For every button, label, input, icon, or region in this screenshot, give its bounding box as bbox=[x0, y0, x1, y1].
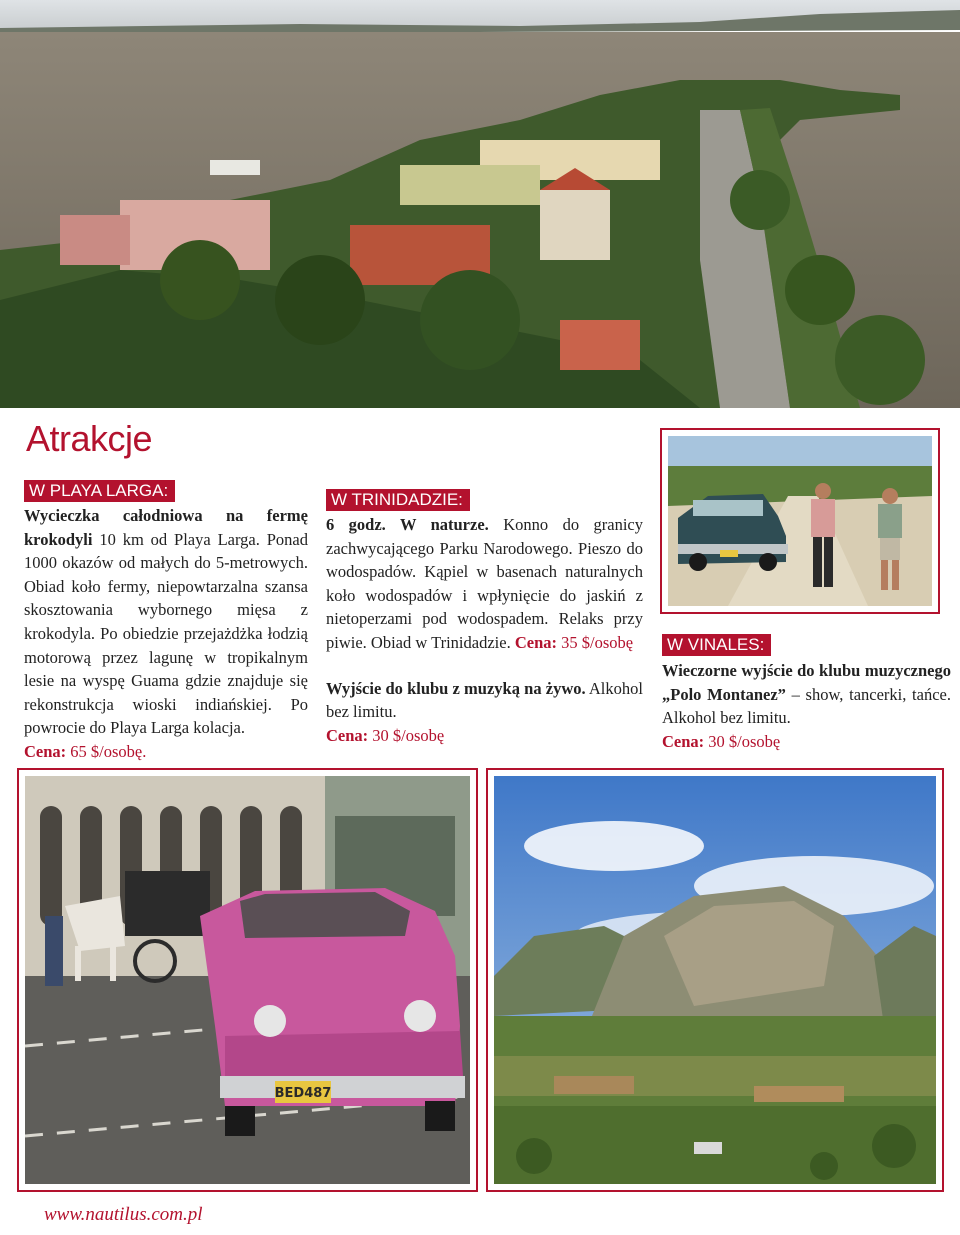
section-label-trinidad: W TRINIDADZIE: bbox=[326, 489, 470, 511]
playa-larga-body: 10 km od Playa Larga. Ponad 1000 okazów od małych do 5-metrowych. Obiad koło fermy, niepowtarzalna szansa skosztowania wybornego mięsa z krokodyla. Po obiedzie przejażdżka łodzią motorową przez lagunę w tropikalnym lesie na wyspę Guama gdzie znajduje się rekonstrukcja wioski indiańskiej. Po powrocie do Playa Larga kolacja. bbox=[24, 529, 308, 738]
car-plate: BED487 bbox=[274, 1086, 332, 1101]
trinidad-price-2 bbox=[326, 724, 643, 748]
section-label-playa-larga: W PLAYA LARGA: bbox=[24, 480, 175, 502]
trinidad-body: Konno do granicy zachwycającego Parku Narodowego. Pieszo do wodospadów. Kąpiel w basenach naturalnych koło wodospadów i wpłynięcie do jaskiń z nietoperzami pod wodospadem. Relaks przy piwie. Obiad w Trinidadzie. bbox=[326, 515, 643, 652]
trinidad-paragraph-2 bbox=[326, 677, 643, 724]
section-label-vinales: W VINALES: bbox=[662, 634, 771, 656]
playa-larga-paragraph bbox=[24, 504, 308, 740]
price-label: Cena: bbox=[24, 741, 67, 761]
vinales-body: – show, tancerki, tańce. Alkohol bez limitu. bbox=[662, 684, 951, 728]
photo-frame-havana-car bbox=[17, 768, 478, 1192]
vinales-price bbox=[662, 730, 951, 754]
footer-url-link[interactable]: www.nautilus.com.pl bbox=[44, 1204, 203, 1225]
vinales-intro: Wieczorne wyjście do klubu muzycznego „Polo Montanez” bbox=[662, 661, 951, 704]
price-label: Cena: bbox=[514, 632, 557, 652]
photo-frame-men-car bbox=[660, 428, 940, 614]
trinidad-intro-2: Wyjście do klubu z muzyką na żywo. bbox=[326, 678, 586, 698]
price-value: 30 $/osobę bbox=[372, 725, 445, 745]
trinidad-intro: 6 godz. W naturze. bbox=[326, 515, 489, 534]
price-label: Cena: bbox=[326, 725, 369, 745]
trinidad-body-2: Alkohol bez limitu. bbox=[326, 678, 643, 722]
vinales-paragraph bbox=[662, 659, 951, 730]
price-value: 35 $/osobę bbox=[561, 632, 634, 652]
playa-larga-price bbox=[24, 740, 308, 764]
top-photo-coastal-town bbox=[0, 0, 960, 408]
trinidad-paragraph-1 bbox=[326, 513, 643, 655]
trinidad-text bbox=[326, 513, 643, 747]
page-title: Atrakcje bbox=[26, 418, 153, 459]
photo-frame-vinales-valley bbox=[486, 768, 944, 1192]
playa-larga-intro: Wycieczka całodniowa na fermę krokodyli bbox=[24, 506, 308, 549]
playa-larga-text bbox=[24, 504, 308, 764]
vinales-text bbox=[662, 659, 951, 753]
price-value: 65 $/osobę. bbox=[70, 741, 147, 761]
price-label: Cena: bbox=[662, 731, 705, 751]
price-value: 30 $/osobę bbox=[708, 731, 781, 751]
